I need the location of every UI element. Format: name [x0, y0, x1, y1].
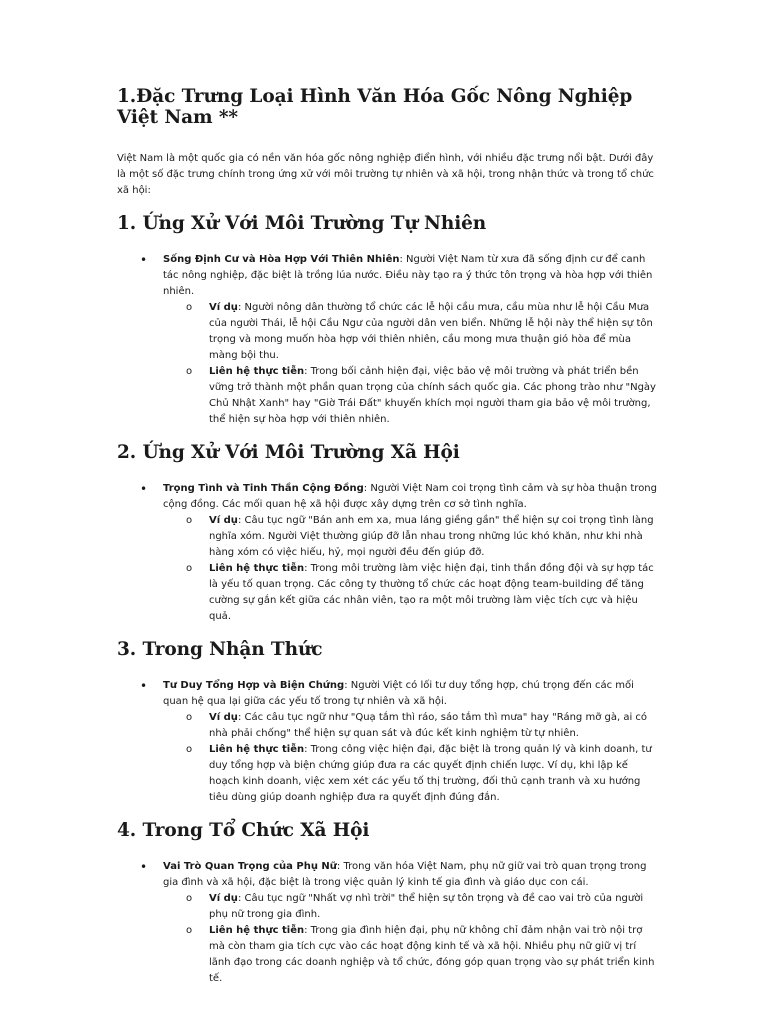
bullet-list: [117, 859, 657, 987]
sub-item-practice: [209, 364, 657, 428]
section-1: [117, 213, 657, 428]
sub-text: : Trong công việc hiện đại, đặc biệt là trong quản lý và kinh doanh, tư duy tổng hợp và biện chứng giúp đưa ra các quyết định chiến lược. Ví dụ, khi lập kế hoạch kinh doanh, việc xem xét các yếu tố thị trường, đối thủ cạnh tranh và xu hướng tiêu dùng giúp doanh nghiệp đưa ra quyết định đúng đắn.: [209, 744, 652, 803]
sub-text: : Trong bối cảnh hiện đại, việc bảo vệ môi trường và phát triển bền vững trở thành một phần quan trọng của chính sách quốc gia. Các phong trào như "Ngày Chủ Nhật Xanh" hay "Giờ Trái Đất" khuyến khích mọi người tham gia bảo vệ môi trường, thể hiện sự hòa hợp với thiên nhiên.: [209, 366, 656, 425]
bullet-list: [117, 678, 657, 806]
sub-label: Liên hệ thực tiễn: [209, 563, 305, 574]
section-heading: 4. Trong Tổ Chức Xã Hội: [117, 820, 370, 841]
sub-label: Ví dụ: [209, 893, 238, 904]
sub-list: [163, 300, 657, 428]
sub-list: [163, 513, 657, 625]
bullet-label: Vai Trò Quan Trọng của Phụ Nữ: [163, 861, 337, 872]
sub-item-practice: [209, 561, 657, 625]
section-2: [117, 442, 657, 625]
section-heading: 2. Ứng Xử Với Môi Trường Xã Hội: [117, 442, 460, 463]
bullet-list: [117, 481, 657, 625]
bullet-item: [163, 481, 657, 625]
bullet-text: : Trong văn hóa Việt Nam, phụ nữ giữ vai trò quan trọng trong gia đình và xã hội, đặc biệt là trong việc quản lý kinh tế gia đình và giáo dục con cái.: [163, 861, 647, 888]
intro-paragraph: Việt Nam là một quốc gia có nền văn hóa gốc nông nghiệp điển hình, với nhiều đặc trưng nổi bật. Dưới đây là một số đặc trưng chính trong ứng xử với môi trường tự nhiên và xã hội, trong nhận thức và trong tổ chức xã hội:: [117, 153, 654, 196]
sub-item-example: [209, 513, 657, 561]
bullet-text: : Người Việt Nam coi trọng tình cảm và sự hòa thuận trong cộng đồng. Các mối quan hệ xã hội được xây dựng trên cơ sở tình nghĩa.: [163, 483, 657, 510]
sub-label: Liên hệ thực tiễn: [209, 744, 305, 755]
sub-text: : Các câu tục ngữ như "Quạ tắm thì ráo, sáo tắm thì mưa" hay "Ráng mỡ gà, ai có nhà phải chống" thể hiện sự quan sát và đúc kết kinh nghiệm từ tự nhiên.: [209, 712, 648, 739]
sub-label: Liên hệ thực tiễn: [209, 925, 305, 936]
sub-item-example: [209, 300, 657, 364]
sub-text: : Trong môi trường làm việc hiện đại, tinh thần đồng đội và sự hợp tác là yếu tố quan trọng. Các công ty thường tổ chức các hoạt động team-building để tăng cường sự gắn kết giữa các nhân viên, tạo ra một môi trường làm việc tích cực và hiệu quả.: [209, 563, 654, 622]
sub-list: [163, 710, 657, 806]
bullet-label: Trọng Tình và Tinh Thần Cộng Đồng: [163, 483, 364, 494]
bullet-item: [163, 859, 657, 987]
bullet-list: [117, 252, 657, 428]
sub-text: : Câu tục ngữ "Bán anh em xa, mua láng giềng gần" thể hiện sự coi trọng tình làng nghĩa xóm. Người Việt thường giúp đỡ lẫn nhau trong những lúc khó khăn, như khi nhà hàng xóm có việc hiếu, hỷ, mọi người đều đến giúp đỡ.: [209, 515, 654, 558]
sub-text: : Người nông dân thường tổ chức các lễ hội cầu mưa, cầu mùa như lễ hội Cầu Mưa của người Thái, lễ hội Cầu Ngư của người dân ven biển. Những lễ hội này thể hiện sự tôn trọng và mong muốn hòa hợp với thiên nhiên, cầu mong mưa thuận gió hòa để mùa màng bội thu.: [209, 302, 653, 361]
sub-item-example: [209, 710, 657, 742]
sub-label: Ví dụ: [209, 712, 238, 723]
section-heading: 1. Ứng Xử Với Môi Trường Tự Nhiên: [117, 213, 487, 234]
bullet-text: : Người Việt Nam từ xưa đã sống định cư để canh tác nông nghiệp, đặc biệt là trồng lúa nước. Điều này tạo ra ý thức tôn trọng và hòa hợp với thiên nhiên.: [163, 254, 653, 297]
sub-item-practice: [209, 923, 657, 987]
sub-label: Ví dụ: [209, 515, 238, 526]
bullet-item: [163, 678, 657, 806]
document-body: [117, 86, 657, 1001]
bullet-label: Tư Duy Tổng Hợp và Biện Chứng: [163, 680, 345, 691]
section-heading: 3. Trong Nhận Thức: [117, 639, 323, 660]
section-4: [117, 820, 657, 987]
sub-list: [163, 891, 657, 987]
document-title: 1.Đặc Trưng Loại Hình Văn Hóa Gốc Nông Nghiệp Việt Nam **: [117, 86, 633, 128]
sub-text: : Trong gia đình hiện đại, phụ nữ không chỉ đảm nhận vai trò nội trợ mà còn tham gia tích cực vào các hoạt động kinh tế và xã hội. Nhiều phụ nữ giữ vị trí lãnh đạo trong các doanh nghiệp và tổ chức, đóng góp quan trọng vào sự phát triển kinh tế.: [209, 925, 655, 984]
sub-label: Liên hệ thực tiễn: [209, 366, 305, 377]
sub-text: : Câu tục ngữ "Nhất vợ nhì trời" thể hiện sự tôn trọng và đề cao vai trò của người phụ nữ trong gia đình.: [209, 893, 644, 920]
sub-item-practice: [209, 742, 657, 806]
bullet-text: : Người Việt có lối tư duy tổng hợp, chú trọng đến các mối quan hệ qua lại giữa các yếu tố trong tự nhiên và xã hội.: [163, 680, 634, 707]
sub-item-example: [209, 891, 657, 923]
bullet-label: Sống Định Cư và Hòa Hợp Với Thiên Nhiên: [163, 254, 400, 265]
bullet-item: [163, 252, 657, 428]
sub-label: Ví dụ: [209, 302, 238, 313]
section-3: [117, 639, 657, 806]
